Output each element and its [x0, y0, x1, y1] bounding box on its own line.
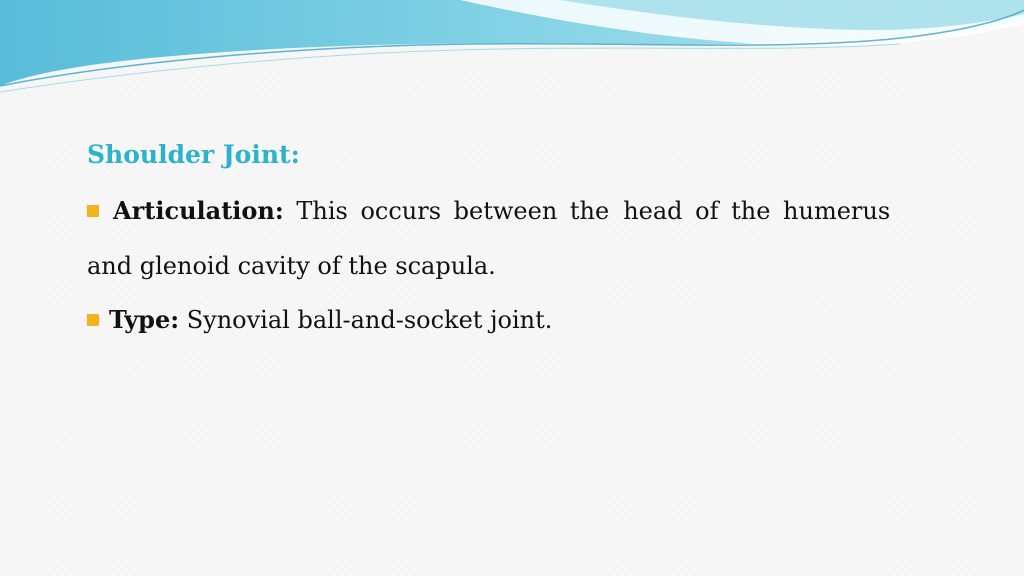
bullet-term: Articulation: [113, 196, 284, 225]
square-bullet-icon [87, 314, 99, 326]
bullet-articulation [87, 196, 890, 226]
bullet-term: Type: [109, 305, 180, 334]
header-wave-decoration [0, 0, 1024, 100]
bullet-type [87, 305, 552, 335]
bullet-articulation-continuation: and glenoid cavity of the scapula. [87, 252, 496, 280]
slide-title: Shoulder Joint: [87, 140, 300, 169]
bullet-text: Synovial ball-and-socket joint. [186, 306, 553, 334]
bullet-text: This occurs between the [296, 197, 610, 225]
bullet-text-continued: head of the humerus [623, 197, 891, 225]
square-bullet-icon [87, 205, 99, 217]
